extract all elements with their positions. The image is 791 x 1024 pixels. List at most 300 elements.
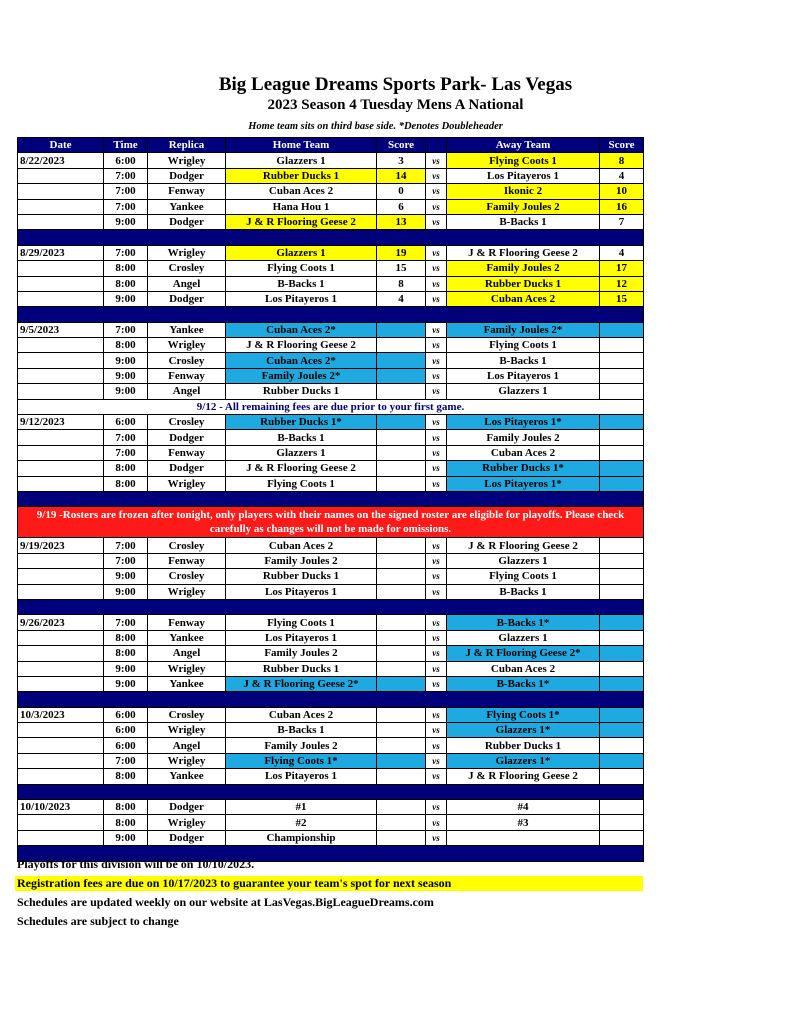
game-date: 9/12/2023: [18, 415, 104, 430]
game-row: [18, 584, 644, 599]
fees-notice-row: [18, 399, 644, 414]
game-row: [18, 245, 644, 260]
game-row: [18, 461, 644, 476]
away-team: Glazzers 1: [447, 384, 600, 399]
game-row: [18, 800, 644, 815]
away-team: #4: [447, 800, 600, 815]
game-row: [18, 291, 644, 306]
home-team: Cuban Aces 2: [226, 184, 377, 199]
home-team: Flying Coots 1: [226, 615, 377, 630]
home-score: 13: [377, 214, 426, 229]
vs-label: vs: [426, 769, 447, 784]
home-score: [377, 338, 426, 353]
away-team: B-Backs 1*: [447, 615, 600, 630]
away-team: B-Backs 1: [447, 353, 600, 368]
vs-label: vs: [426, 738, 447, 753]
game-row: [18, 368, 644, 383]
game-row: [18, 322, 644, 337]
home-score: [377, 415, 426, 430]
away-team: B-Backs 1*: [447, 676, 600, 691]
game-time: 7:00: [104, 430, 148, 445]
game-time: 8:00: [104, 276, 148, 291]
week-separator: [18, 599, 644, 614]
game-time: 9:00: [104, 353, 148, 368]
game-field: Wrigley: [148, 153, 226, 168]
vs-label: vs: [426, 153, 447, 168]
game-row: [18, 184, 644, 199]
game-field: Fenway: [148, 615, 226, 630]
game-date: [18, 569, 104, 584]
home-team: J & R Flooring Geese 2*: [226, 676, 377, 691]
home-team: Championship: [226, 830, 377, 845]
game-time: 6:00: [104, 415, 148, 430]
away-team: Family Joules 2: [447, 430, 600, 445]
game-time: 7:00: [104, 753, 148, 768]
away-team: J & R Flooring Geese 2: [447, 769, 600, 784]
game-date: [18, 630, 104, 645]
away-score: [600, 800, 644, 815]
game-time: 7:00: [104, 615, 148, 630]
game-date: [18, 291, 104, 306]
away-team: Family Joules 2*: [447, 322, 600, 337]
home-score: [377, 353, 426, 368]
away-team: Flying Coots 1: [447, 153, 600, 168]
game-field: Dodger: [148, 168, 226, 183]
vs-label: vs: [426, 276, 447, 291]
home-team: Glazzers 1: [226, 445, 377, 460]
home-team: Family Joules 2*: [226, 368, 377, 383]
game-row: [18, 738, 644, 753]
week-separator: [18, 307, 644, 322]
away-score: [600, 815, 644, 830]
vs-label: vs: [426, 322, 447, 337]
game-row: [18, 153, 644, 168]
game-field: Wrigley: [148, 245, 226, 260]
home-score: [377, 538, 426, 553]
away-team: Flying Coots 1: [447, 338, 600, 353]
vs-label: vs: [426, 800, 447, 815]
game-field: Dodger: [148, 830, 226, 845]
game-date: [18, 261, 104, 276]
home-team: J & R Flooring Geese 2: [226, 461, 377, 476]
home-team: J & R Flooring Geese 2: [226, 214, 377, 229]
game-time: 9:00: [104, 661, 148, 676]
away-score: [600, 461, 644, 476]
home-team: Los Pitayeros 1: [226, 584, 377, 599]
game-time: 9:00: [104, 584, 148, 599]
game-field: Wrigley: [148, 584, 226, 599]
game-date: [18, 199, 104, 214]
game-row: [18, 569, 644, 584]
game-row: [18, 384, 644, 399]
week-separator: [18, 692, 644, 707]
home-team: Family Joules 2: [226, 553, 377, 568]
game-row: [18, 353, 644, 368]
game-row: [18, 261, 644, 276]
home-team: J & R Flooring Geese 2: [226, 338, 377, 353]
separator-bar: [18, 784, 644, 799]
away-score: [600, 353, 644, 368]
game-time: 8:00: [104, 800, 148, 815]
game-row: [18, 769, 644, 784]
away-score: [600, 476, 644, 491]
game-field: Crosley: [148, 415, 226, 430]
away-score: [600, 569, 644, 584]
vs-label: vs: [426, 553, 447, 568]
game-row: [18, 661, 644, 676]
game-field: Wrigley: [148, 338, 226, 353]
game-row: [18, 815, 644, 830]
game-field: Fenway: [148, 184, 226, 199]
game-field: Dodger: [148, 291, 226, 306]
game-field: Yankee: [148, 199, 226, 214]
away-score: 4: [600, 245, 644, 260]
game-date: [18, 753, 104, 768]
column-header: Score: [377, 138, 426, 153]
page-subtitle: 2023 Season 4 Tuesday Mens A National: [267, 97, 524, 113]
home-score: [377, 707, 426, 722]
separator-bar: [18, 692, 644, 707]
game-field: Yankee: [148, 630, 226, 645]
home-team: Flying Coots 1: [226, 476, 377, 491]
home-team: Family Joules 2: [226, 738, 377, 753]
game-date: [18, 445, 104, 460]
game-field: Crosley: [148, 261, 226, 276]
game-row: [18, 676, 644, 691]
game-field: Angel: [148, 646, 226, 661]
home-score: [377, 815, 426, 830]
home-score: [377, 476, 426, 491]
home-score: [377, 646, 426, 661]
vs-label: vs: [426, 245, 447, 260]
vs-label: vs: [426, 476, 447, 491]
away-team: Family Joules 2: [447, 199, 600, 214]
fees-notice: 9/12 - All remaining fees are due prior to your first game.: [18, 399, 644, 414]
game-row: [18, 276, 644, 291]
game-field: Crosley: [148, 353, 226, 368]
home-team: Cuban Aces 2: [226, 538, 377, 553]
away-score: [600, 676, 644, 691]
home-score: 4: [377, 291, 426, 306]
game-date: [18, 769, 104, 784]
home-team: Flying Coots 1: [226, 261, 377, 276]
game-row: [18, 646, 644, 661]
away-team: Glazzers 1*: [447, 753, 600, 768]
home-team: Hana Hou 1: [226, 199, 377, 214]
home-score: [377, 738, 426, 753]
game-row: [18, 214, 644, 229]
game-time: 7:00: [104, 168, 148, 183]
week-separator: [18, 230, 644, 245]
game-row: [18, 615, 644, 630]
column-header: Away Team: [447, 138, 600, 153]
page-title: Big League Dreams Sports Park- Las Vegas: [218, 74, 573, 95]
home-score: [377, 553, 426, 568]
game-date: [18, 676, 104, 691]
game-row: [18, 630, 644, 645]
game-date: [18, 830, 104, 845]
game-date: 10/3/2023: [18, 707, 104, 722]
game-time: 7:00: [104, 538, 148, 553]
home-team: B-Backs 1: [226, 723, 377, 738]
away-score: 17: [600, 261, 644, 276]
vs-label: vs: [426, 214, 447, 229]
home-score: [377, 769, 426, 784]
game-field: Wrigley: [148, 476, 226, 491]
game-time: 9:00: [104, 569, 148, 584]
home-team: Rubber Ducks 1: [226, 569, 377, 584]
vs-label: vs: [426, 184, 447, 199]
away-team: J & R Flooring Geese 2: [447, 538, 600, 553]
game-field: Angel: [148, 384, 226, 399]
home-score: 15: [377, 261, 426, 276]
footer-playoffs: Playoffs for this division will be on 10/10/2023.: [17, 857, 255, 871]
home-score: [377, 322, 426, 337]
game-row: [18, 830, 644, 845]
game-row: [18, 199, 644, 214]
away-score: [600, 430, 644, 445]
game-field: Angel: [148, 738, 226, 753]
game-field: Crosley: [148, 707, 226, 722]
away-team: J & R Flooring Geese 2*: [447, 646, 600, 661]
home-score: 3: [377, 153, 426, 168]
vs-label: vs: [426, 368, 447, 383]
vs-label: vs: [426, 199, 447, 214]
game-time: 9:00: [104, 368, 148, 383]
vs-label: vs: [426, 676, 447, 691]
vs-label: vs: [426, 707, 447, 722]
home-score: [377, 800, 426, 815]
home-score: [377, 368, 426, 383]
home-score: [377, 830, 426, 845]
game-row: [18, 753, 644, 768]
game-time: 7:00: [104, 553, 148, 568]
vs-label: vs: [426, 291, 447, 306]
away-score: [600, 707, 644, 722]
vs-label: vs: [426, 661, 447, 676]
game-date: [18, 461, 104, 476]
home-score: [377, 384, 426, 399]
vs-label: vs: [426, 338, 447, 353]
game-row: [18, 707, 644, 722]
away-team: Cuban Aces 2: [447, 291, 600, 306]
away-score: [600, 753, 644, 768]
game-date: 9/5/2023: [18, 322, 104, 337]
game-date: [18, 338, 104, 353]
away-team: Glazzers 1: [447, 630, 600, 645]
week-separator: [18, 491, 644, 506]
away-score: [600, 322, 644, 337]
game-date: [18, 368, 104, 383]
game-row: [18, 168, 644, 183]
game-time: 7:00: [104, 184, 148, 199]
home-team: Rubber Ducks 1: [226, 384, 377, 399]
home-score: 8: [377, 276, 426, 291]
away-team: Rubber Ducks 1: [447, 738, 600, 753]
column-header: Score: [600, 138, 644, 153]
away-team: B-Backs 1: [447, 584, 600, 599]
game-date: 9/26/2023: [18, 615, 104, 630]
game-date: [18, 384, 104, 399]
away-team: Rubber Ducks 1*: [447, 461, 600, 476]
game-field: Yankee: [148, 769, 226, 784]
away-score: [600, 615, 644, 630]
game-row: [18, 445, 644, 460]
schedule-table: [17, 137, 644, 862]
schedule-body: [18, 153, 644, 861]
home-score: [377, 615, 426, 630]
away-score: [600, 723, 644, 738]
game-field: Wrigley: [148, 723, 226, 738]
away-score: 15: [600, 291, 644, 306]
game-time: 8:00: [104, 646, 148, 661]
home-team: Rubber Ducks 1: [226, 661, 377, 676]
game-row: [18, 415, 644, 430]
away-score: [600, 738, 644, 753]
game-time: 7:00: [104, 199, 148, 214]
game-field: Dodger: [148, 214, 226, 229]
game-date: [18, 168, 104, 183]
away-team: Cuban Aces 2: [447, 445, 600, 460]
vs-label: vs: [426, 815, 447, 830]
game-date: [18, 723, 104, 738]
game-date: [18, 661, 104, 676]
vs-label: vs: [426, 168, 447, 183]
column-header: Replica: [148, 138, 226, 153]
away-score: [600, 338, 644, 353]
away-team: #3: [447, 815, 600, 830]
vs-label: vs: [426, 723, 447, 738]
roster-alert-row: [18, 507, 644, 538]
home-team: Los Pitayeros 1: [226, 630, 377, 645]
game-field: Crosley: [148, 538, 226, 553]
vs-label: vs: [426, 261, 447, 276]
away-score: [600, 661, 644, 676]
home-team: #2: [226, 815, 377, 830]
away-team: Family Joules 2: [447, 261, 600, 276]
home-team: Flying Coots 1*: [226, 753, 377, 768]
away-score: 4: [600, 168, 644, 183]
game-time: 9:00: [104, 291, 148, 306]
separator-bar: [18, 491, 644, 506]
away-score: [600, 445, 644, 460]
game-time: 6:00: [104, 738, 148, 753]
game-date: 8/22/2023: [18, 153, 104, 168]
game-date: [18, 584, 104, 599]
home-team: Glazzers 1: [226, 245, 377, 260]
away-team: Rubber Ducks 1: [447, 276, 600, 291]
column-header: Time: [104, 138, 148, 153]
home-score: [377, 630, 426, 645]
game-field: Angel: [148, 276, 226, 291]
away-team: Cuban Aces 2: [447, 661, 600, 676]
home-score: [377, 461, 426, 476]
home-score: [377, 569, 426, 584]
game-field: Crosley: [148, 569, 226, 584]
game-field: Fenway: [148, 445, 226, 460]
vs-label: vs: [426, 753, 447, 768]
game-field: Yankee: [148, 322, 226, 337]
game-row: [18, 338, 644, 353]
vs-label: vs: [426, 384, 447, 399]
away-team: Los Pitayeros 1*: [447, 476, 600, 491]
vs-label: vs: [426, 461, 447, 476]
game-time: 6:00: [104, 707, 148, 722]
away-score: [600, 630, 644, 645]
game-date: [18, 276, 104, 291]
header-row: [18, 138, 644, 153]
game-time: 9:00: [104, 384, 148, 399]
home-score: 6: [377, 199, 426, 214]
away-score: 10: [600, 184, 644, 199]
game-time: 7:00: [104, 245, 148, 260]
away-score: 16: [600, 199, 644, 214]
game-row: [18, 538, 644, 553]
away-team: Glazzers 1: [447, 553, 600, 568]
game-date: [18, 184, 104, 199]
vs-label: vs: [426, 615, 447, 630]
game-time: 8:00: [104, 338, 148, 353]
vs-label: vs: [426, 646, 447, 661]
separator-bar: [18, 230, 644, 245]
game-time: 8:00: [104, 461, 148, 476]
game-date: [18, 353, 104, 368]
away-team: Los Pitayeros 1: [447, 168, 600, 183]
home-score: 14: [377, 168, 426, 183]
home-team: Glazzers 1: [226, 153, 377, 168]
away-score: [600, 368, 644, 383]
footer-website: Schedules are updated weekly on our website at LasVegas.BigLeagueDreams.com: [17, 895, 434, 909]
away-team: Flying Coots 1*: [447, 707, 600, 722]
game-field: Dodger: [148, 430, 226, 445]
schedule-note: Home team sits on third base side. *Denotes Doubleheader: [248, 121, 503, 132]
home-team: Rubber Ducks 1: [226, 168, 377, 183]
away-score: [600, 769, 644, 784]
week-separator: [18, 784, 644, 799]
away-team: B-Backs 1: [447, 214, 600, 229]
home-score: [377, 676, 426, 691]
home-team: B-Backs 1: [226, 276, 377, 291]
game-date: 8/29/2023: [18, 245, 104, 260]
footer-registration: Registration fees are due on 10/17/2023 to guarantee your team's spot for next season: [15, 876, 643, 891]
away-team: Ikonic 2: [447, 184, 600, 199]
game-time: 6:00: [104, 153, 148, 168]
away-team: [447, 830, 600, 845]
game-field: Wrigley: [148, 661, 226, 676]
game-date: [18, 646, 104, 661]
vs-label: vs: [426, 584, 447, 599]
game-time: 9:00: [104, 830, 148, 845]
away-team: Los Pitayeros 1: [447, 368, 600, 383]
home-team: Los Pitayeros 1: [226, 291, 377, 306]
roster-alert: 9/19 -Rosters are frozen after tonight, only players with their names on the signed roster are eligible for playoffs. Please check carefully as changes will not be made for omissions.: [18, 507, 644, 538]
away-score: 7: [600, 214, 644, 229]
vs-label: vs: [426, 353, 447, 368]
home-team: B-Backs 1: [226, 430, 377, 445]
home-score: [377, 430, 426, 445]
game-date: 10/10/2023: [18, 800, 104, 815]
game-row: [18, 723, 644, 738]
vs-label: vs: [426, 538, 447, 553]
game-time: 9:00: [104, 676, 148, 691]
vs-label: vs: [426, 430, 447, 445]
game-time: 8:00: [104, 476, 148, 491]
home-team: Family Joules 2: [226, 646, 377, 661]
game-field: Fenway: [148, 553, 226, 568]
game-date: [18, 214, 104, 229]
game-field: Wrigley: [148, 753, 226, 768]
game-time: 7:00: [104, 445, 148, 460]
